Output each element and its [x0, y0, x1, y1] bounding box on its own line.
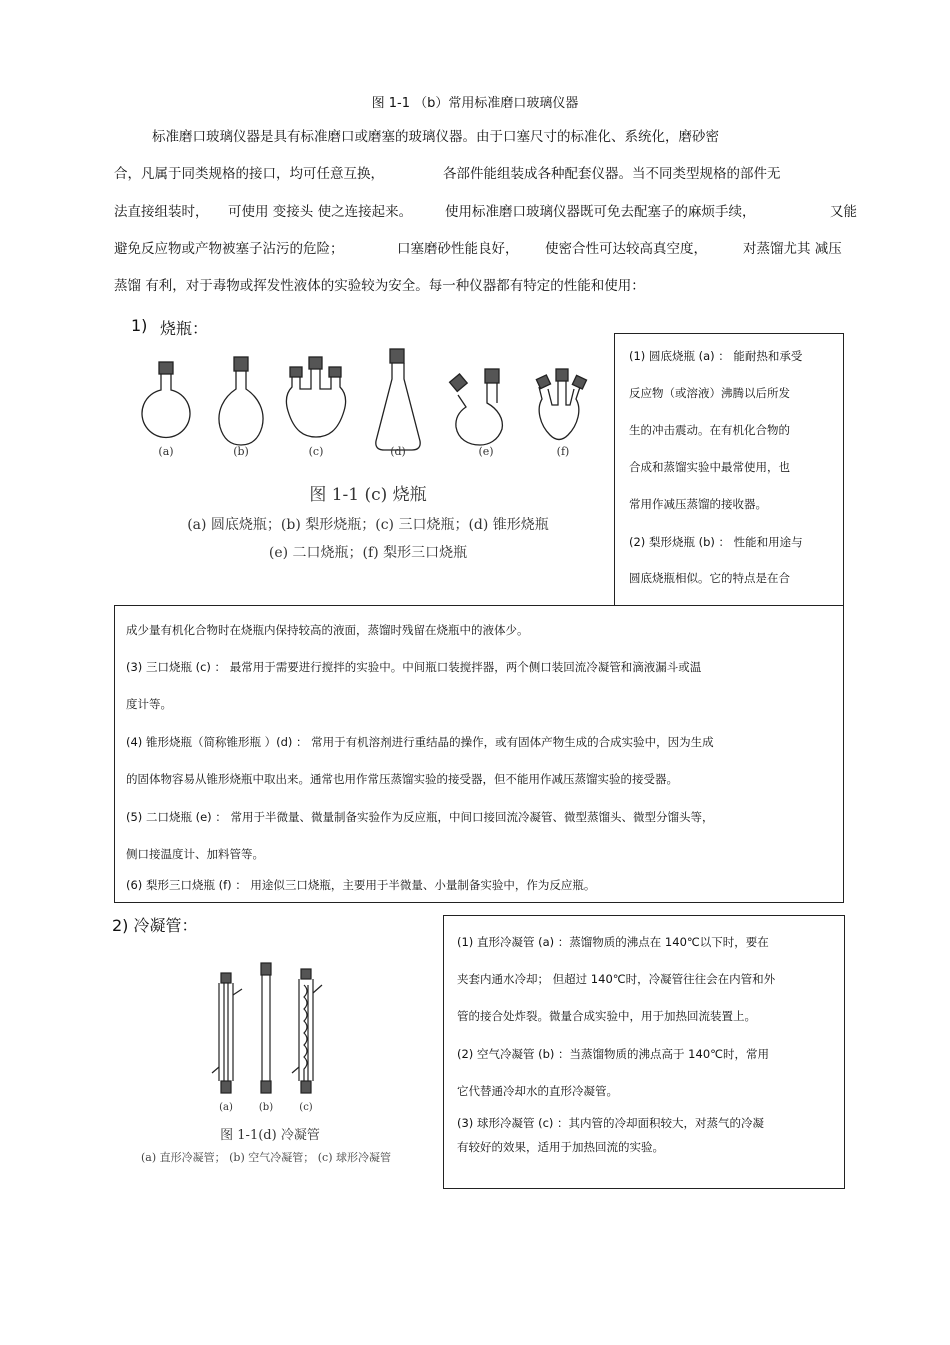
pear-three-neck-flask-icon [536, 369, 586, 440]
pear-flask-icon [219, 357, 263, 445]
flask-wide-box [114, 605, 844, 903]
side-box-line-3: 生的冲击震动。在有机化合物的 [629, 423, 790, 437]
wide-box-line-8: (6) 梨形三口烧瓶 (f) ： 用途似三口烧瓶，主要用于半微量、小量制备实验中，作为反应瓶。 [126, 878, 596, 892]
intro-line-5: 蒸馏 有利，对于毒物或挥发性液体的实验较为安全。每一种仪器都有特定的性能和使用： [114, 278, 645, 294]
condenser-box-line-5: 它代替通冷却水的直形冷凝管。 [457, 1084, 618, 1098]
wide-box-line-4: (4) 锥形烧瓶（简称锥形瓶 ）(d) ： 常用于有机溶剂进行重结晶的操作，或有固体产物生成的合成实验中，因为生成 [126, 735, 714, 749]
flask-label-d: (d) [390, 445, 406, 458]
intro-line-2b: 各部件能组装成各种配套仪器。当不同类型规格的部件无 [443, 166, 781, 182]
side-box-line-2: 反应物（或溶液）沸腾以后所发 [629, 386, 790, 400]
flask-label-b: (b) [233, 445, 249, 458]
round-bottom-flask-icon [142, 362, 190, 437]
flask-label-f: (f) [556, 445, 570, 458]
flask-heading-text: 烧瓶： [160, 319, 209, 338]
flask-label-e: (e) [478, 445, 494, 458]
side-box-line-1: (1) 圆底烧瓶 (a) ： 能耐热和承受 [629, 349, 803, 363]
intro-line-3a: 法直接组装时， [114, 204, 209, 220]
condenser-box-line-2: 夹套内通水冷却； 但超过 140℃时，冷凝管往往会在内管和外 [457, 972, 776, 986]
wide-box-line-6: (5) 二口烧瓶 (e) ： 常用于半微量、微量制备实验作为反应瓶，中间口接回流冷凝管、微型蒸馏头、微型分馏头等， [126, 810, 714, 824]
condenser-box-line-3: 管的接合处炸裂。微量合成实验中，用于加热回流装置上。 [457, 1009, 756, 1023]
figure-b-caption: 图 1-1 （b）常用标准磨口玻璃仪器 [371, 96, 579, 111]
intro-line-4b: 口塞磨砂性能良好， [397, 241, 519, 257]
flask-label-a: (a) [158, 445, 174, 458]
intro-line-4a: 避免反应物或产物被塞子沾污的危险； [114, 241, 344, 257]
intro-line-3c: 使用标准磨口玻璃仪器既可免去配塞子的麻烦手续， [445, 204, 756, 220]
conical-flask-icon [376, 349, 420, 450]
intro-line-3d: 又能 [830, 204, 857, 220]
wide-box-line-5: 的固体物容易从锥形烧瓶中取出来。通常也用作常压蒸馏实验的接受器，但不能用作减压蒸馏实验的接受器。 [126, 772, 678, 786]
side-box-line-4: 合成和蒸馏实验中最常使用，也 [629, 460, 790, 474]
condenser-figure [118, 955, 418, 1170]
condenser-label-b: (b) [258, 1102, 274, 1113]
wide-box-line-7: 侧口接温度计、加料管等。 [126, 847, 264, 861]
condenser-heading: 2) 冷凝管： [112, 916, 198, 935]
flask-figure-legend-1: (a) 圆底烧瓶；(b) 梨形烧瓶；(c) 三口烧瓶；(d) 锥形烧瓶 [187, 517, 549, 533]
condenser-box [443, 915, 845, 1189]
side-box-line-6: (2) 梨形烧瓶 (b) ： 性能和用途与 [629, 535, 803, 549]
condenser-box-line-6: (3) 球形冷凝管 (c) ：其内管的冷却面积较大，对蒸气的冷凝 [457, 1116, 765, 1130]
flask-figure-title: 图 1-1 (c) 烧瓶 [309, 485, 427, 505]
bulb-condenser-icon [292, 969, 322, 1093]
condenser-label-c: (c) [299, 1102, 313, 1113]
flask-side-box [614, 333, 844, 606]
two-neck-flask-icon [450, 369, 503, 445]
condenser-box-line-4: (2) 空气冷凝管 (b) ：当蒸馏物质的沸点高于 140℃时，常用 [457, 1047, 770, 1061]
condenser-box-line-1: (1) 直形冷凝管 (a) ：蒸馏物质的沸点在 140℃以下时，要在 [457, 935, 769, 949]
condenser-figure-legend: (a) 直形冷凝管； (b) 空气冷凝管； (c) 球形冷凝管 [141, 1151, 391, 1164]
condenser-box-line-7: 有较好的效果，适用于加热回流的实验。 [457, 1140, 664, 1154]
intro-line-4d: 对蒸馏尤其 减压 [743, 241, 842, 257]
intro-line-4c: 使密合性可达较高真空度， [545, 241, 707, 257]
side-box-line-5: 常用作减压蒸馏的接收器。 [629, 497, 767, 511]
flask-label-c: (c) [308, 445, 324, 458]
air-condenser-icon [261, 963, 271, 1093]
straight-condenser-icon [212, 973, 242, 1093]
flask-figure-legend-2: (e) 二口烧瓶；(f) 梨形三口烧瓶 [268, 545, 468, 561]
intro-line-1: 标准磨口玻璃仪器是具有标准磨口或磨塞的玻璃仪器。由于口塞尺寸的标准化、系统化，磨砂密 [152, 129, 719, 145]
condenser-figure-title: 图 1-1(d) 冷凝管 [220, 1128, 320, 1143]
condenser-label-a: (a) [219, 1102, 233, 1113]
flask-heading-number: 1) [131, 316, 148, 335]
flask-figure [128, 345, 598, 575]
side-box-line-7: 圆底烧瓶相似。它的特点是在合 [629, 571, 790, 585]
wide-box-line-1: 成少量有机化合物时在烧瓶内保持较高的液面，蒸馏时残留在烧瓶中的液体少。 [126, 623, 529, 637]
intro-line-2a: 合，凡属于同类规格的接口，均可任意互换， [114, 166, 384, 182]
three-neck-flask-icon [286, 357, 345, 437]
wide-box-line-2: (3) 三口烧瓶 (c) ： 最常用于需要进行搅拌的实验中。中间瓶口装搅拌器，两个侧口装回流冷凝管和滴液漏斗或温 [126, 660, 702, 674]
intro-line-3b: 可使用 变接头 使之连接起来。 [228, 204, 413, 220]
wide-box-line-3: 度计等。 [126, 697, 172, 711]
